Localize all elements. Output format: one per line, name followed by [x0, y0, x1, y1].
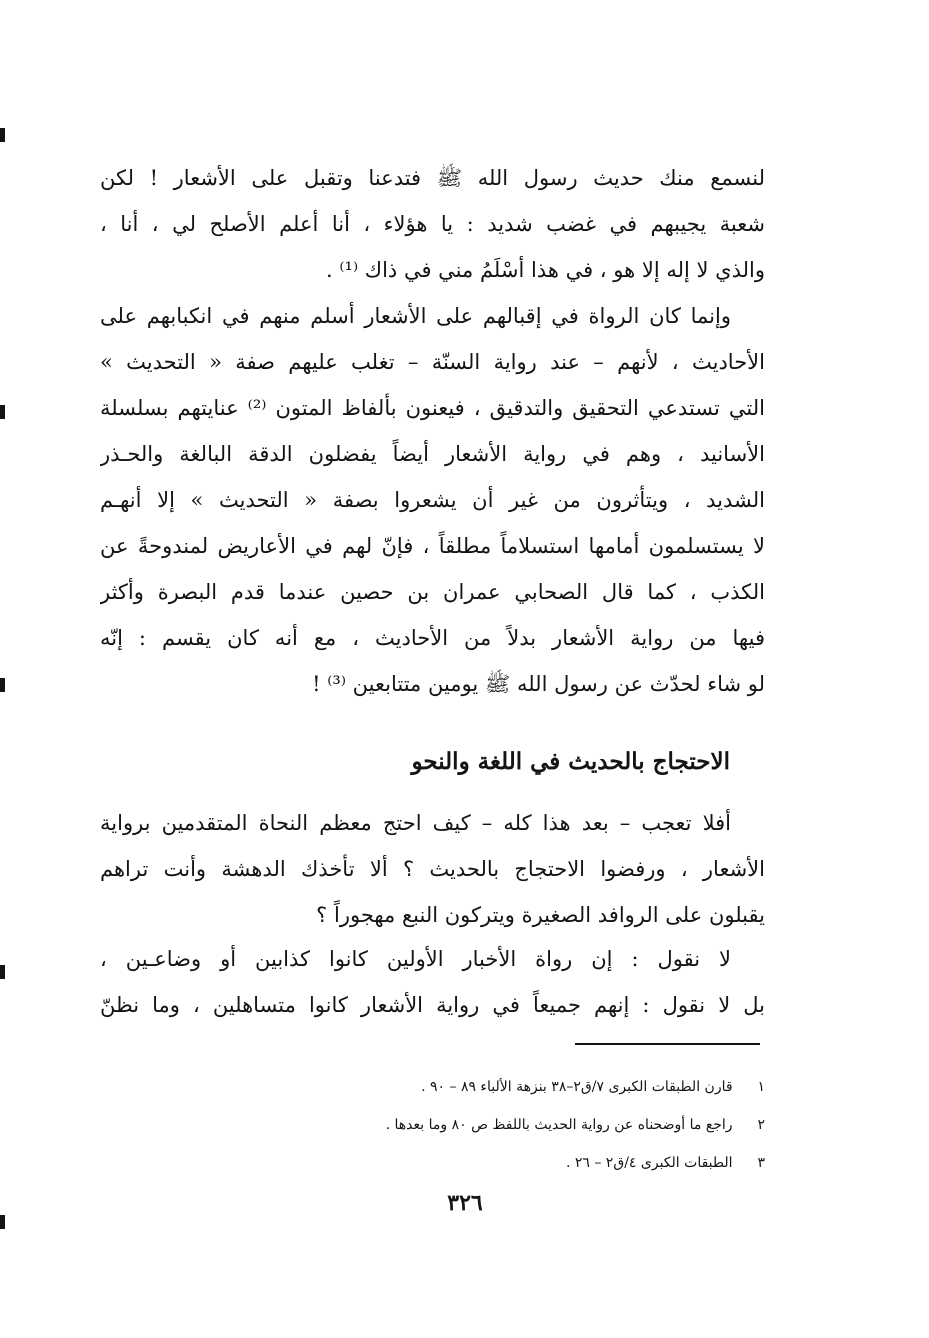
section-heading: الاحتجاج بالحديث في اللغة والنحو [411, 748, 730, 775]
text-line: لا نقول : إن رواة الأخبار الأولين كانوا كذابين أو وضاعـين ، [100, 947, 731, 971]
paragraph-2 [100, 293, 765, 707]
paragraph-3 [100, 800, 765, 938]
text-line: لنسمع منك حديث رسول الله ﷺ فتدعنا وتقبل على الأشعار ! لكن [100, 166, 765, 190]
page-number: ٣٢٦ [447, 1190, 483, 1216]
footnote-text: راجع ما أوضحناه عن رواية الحديث باللفظ ص ٨٠ وما بعدها . [385, 1117, 733, 1133]
scan-edge-mark [0, 405, 5, 419]
text-line: لا يستسلمون أمامها استسلاماً مطلقاً ، فإنّ لهم في الأعاريض لمندوحةً عن [100, 534, 765, 558]
footnote-separator [575, 1043, 760, 1045]
footnote-item [300, 1144, 765, 1182]
scan-edge-mark [0, 678, 5, 692]
text-line: بل لا نقول : إنهم جميعاً في رواية الأشعار كانوا متساهلين ، وما نظنّ [100, 993, 765, 1017]
footnote-number: ٣ [757, 1155, 765, 1171]
footnote-number: ١ [757, 1079, 765, 1095]
scan-edge-mark [0, 965, 5, 979]
text-line: أفلا تعجب – بعد هذا كله – كيف احتج معظم النحاة المتقدمين برواية [100, 811, 731, 835]
text-line: وإنما كان الرواة في إقبالهم على الأشعار أسلم منهم في انكبابهم على [100, 304, 731, 328]
footnote-item [300, 1068, 765, 1106]
scan-edge-mark [0, 1215, 5, 1229]
text-line: فيها من رواية الأشعار بدلاً من الأحاديث ، مع أنه كان يقسم : إنّه [100, 626, 765, 650]
text-line: الأحاديث ، لأنهم – عند رواية السنّة – تغلب عليهم صفة « التحديث » [100, 350, 765, 374]
paragraph-1 [100, 155, 765, 293]
text-line: يقبلون على الروافد الصغيرة ويتركون النبع مهجوراً ؟ [316, 903, 765, 927]
footnote-number: ٢ [757, 1117, 765, 1133]
text-line: الأشعار ، ورفضوا الاحتجاج بالحديث ؟ ألا تأخذك الدهشة وأنت تراهم [100, 857, 765, 881]
text-line: التي تستدعي التحقيق والتدقيق ، فيعنون بألفاظ المتون ⁽²⁾ عنايتهم بسلسلة [100, 396, 765, 420]
footnote-item [300, 1106, 765, 1144]
text-line: الشديد ، ويتأثرون من غير أن يشعروا بصفة « التحديث » إلا أنهـم [100, 488, 765, 512]
text-line: لو شاء لحدّث عن رسول الله ﷺ يومين متتابعين ⁽³⁾ ! [312, 672, 765, 696]
text-line: والذي لا إله إلا هو ، في هذا أسْلَمُ مني في ذاك ⁽¹⁾ . [326, 258, 765, 282]
footnotes [300, 1068, 765, 1182]
paragraph-4 [100, 936, 765, 1028]
text-line: شعبة يجيبهم في غضب شديد : يا هؤلاء ، أنا أعلم الأصلح لي ، أنا ، [100, 212, 765, 236]
scan-edge-mark [0, 128, 5, 142]
text-line: الكذب ، كما قال الصحابي عمران بن حصين عندما قدم البصرة وأكثر [100, 580, 765, 604]
footnote-text: قارن الطبقات الكبرى ٧/ق٢–٣٨ بنزهة الألباء ٨٩ – ٩٠ . [421, 1079, 733, 1095]
footnote-text: الطبقات الكبرى ٤/ق٢ – ٢٦ . [565, 1155, 733, 1171]
text-line: الأسانيد ، وهم في رواية الأشعار أيضاً يفضلون الدقة البالغة والحـذر [100, 442, 765, 466]
